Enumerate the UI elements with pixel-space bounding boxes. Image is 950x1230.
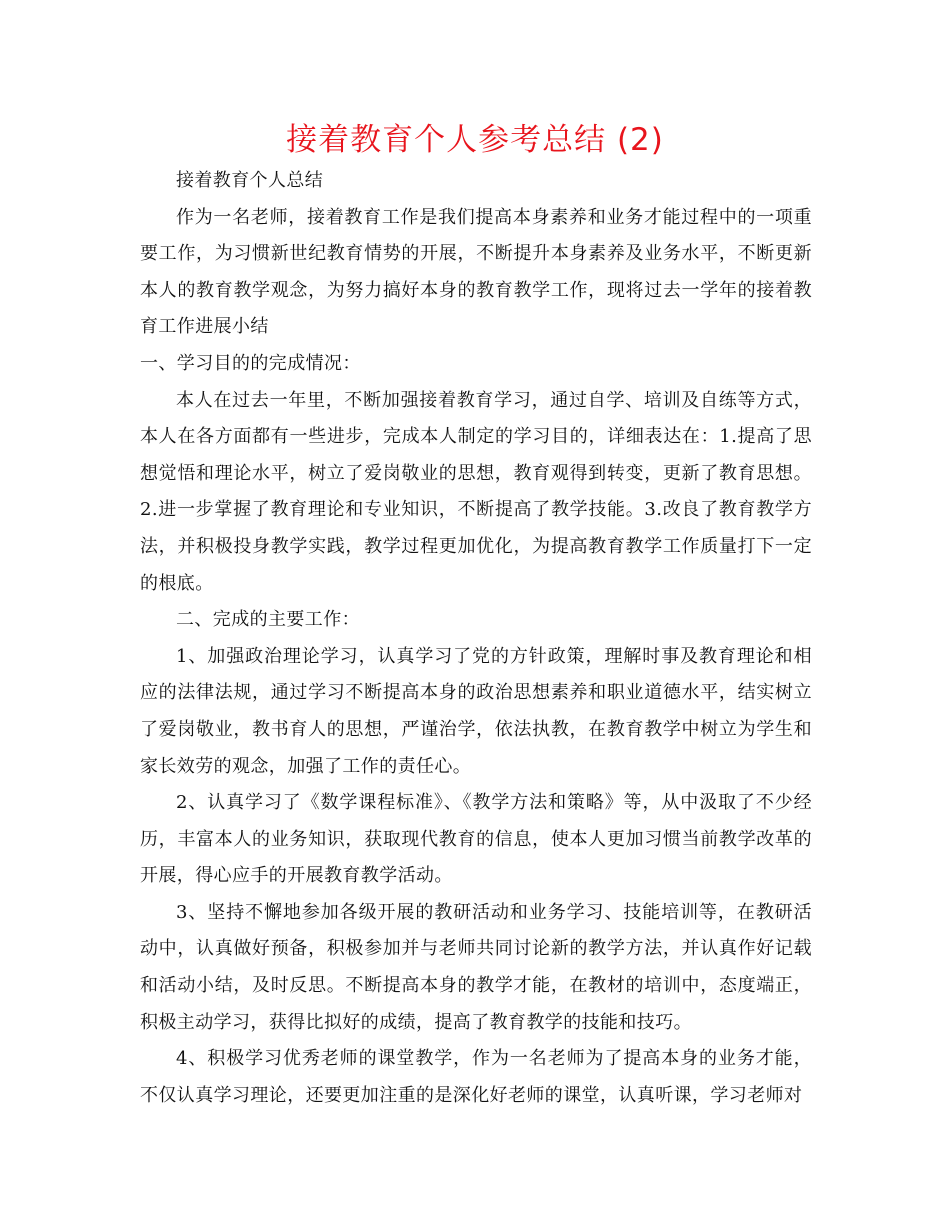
paragraph-item-2: 2、认真学习了《数学课程标准》、《教学方法和策略》等，从中汲取了不少经历，丰富本人的业务知识，获取现代教育的信息，使本人更加习惯当前教学改革的开展，得心应手的开展教育教学活动。 — [140, 792, 812, 887]
paragraph-item-4: 4、积极学习优秀老师的课堂教学，作为一名老师为了提高本身的业务才能，不仅认真学习理论，还要更加注重的是深化好老师的课堂，认真听课，学习老师对 — [140, 1048, 812, 1106]
paragraph-intro: 作为一名老师，接着教育工作是我们提高本身素养和业务才能过程中的一项重要工作，为习惯新世纪教育情势的开展，不断提升本身素养及业务水平，不断更新本人的教育教学观念，为努力搞好本身的教育教学工作，现将过去一学年的接着教育工作进展小结 — [140, 206, 812, 338]
paragraph-goals: 本人在过去一年里，不断加强接着教育学习，通过自学、培训及自练等方式，本人在各方面都有一些进步，完成本人制定的学习目的，详细表达在：1.提高了思想觉悟和理论水平，树立了爱岗敬业的思想，教育观得到转变，更新了教育思想。2.进一步掌握了教育理论和专业知识，不断提高了教学技能。3.改良了教育教学方法，并积极投身教学实践，教学过程更加优化，为提高教育教学工作质量打下一定的根底。 — [140, 389, 812, 594]
document-title: 接着教育个人参考总结 (2) — [286, 122, 664, 158]
section-heading-main-work: 二、完成的主要工作： — [176, 609, 360, 631]
paragraph-item-3: 3、坚持不懈地参加各级开展的教研活动和业务学习、技能培训等，在教研活动中，认真做好预备，积极参加并与老师共同讨论新的教学方法，并认真作好记载和活动小结，及时反思。不断提高本身的教学才能，在教材的培训中，态度端正，积极主动学习，获得比拟好的成绩，提高了教育教学的技能和技巧。 — [140, 901, 812, 1033]
paragraph-subtitle: 接着教育个人总结 — [176, 170, 324, 191]
section-heading-goals: 一、学习目的的完成情况： — [140, 352, 361, 374]
paragraph-item-1: 1、加强政治理论学习，认真学习了党的方针政策，理解时事及教育理论和相应的法律法规，通过学习不断提高本身的政治思想素养和职业道德水平，结实树立了爱岗敬业，教书育人的思想，严谨治学，依法执教，在教育教学中树立为学生和家长效劳的观念，加强了工作的责任心。 — [140, 645, 812, 777]
document-body — [140, 163, 812, 1114]
